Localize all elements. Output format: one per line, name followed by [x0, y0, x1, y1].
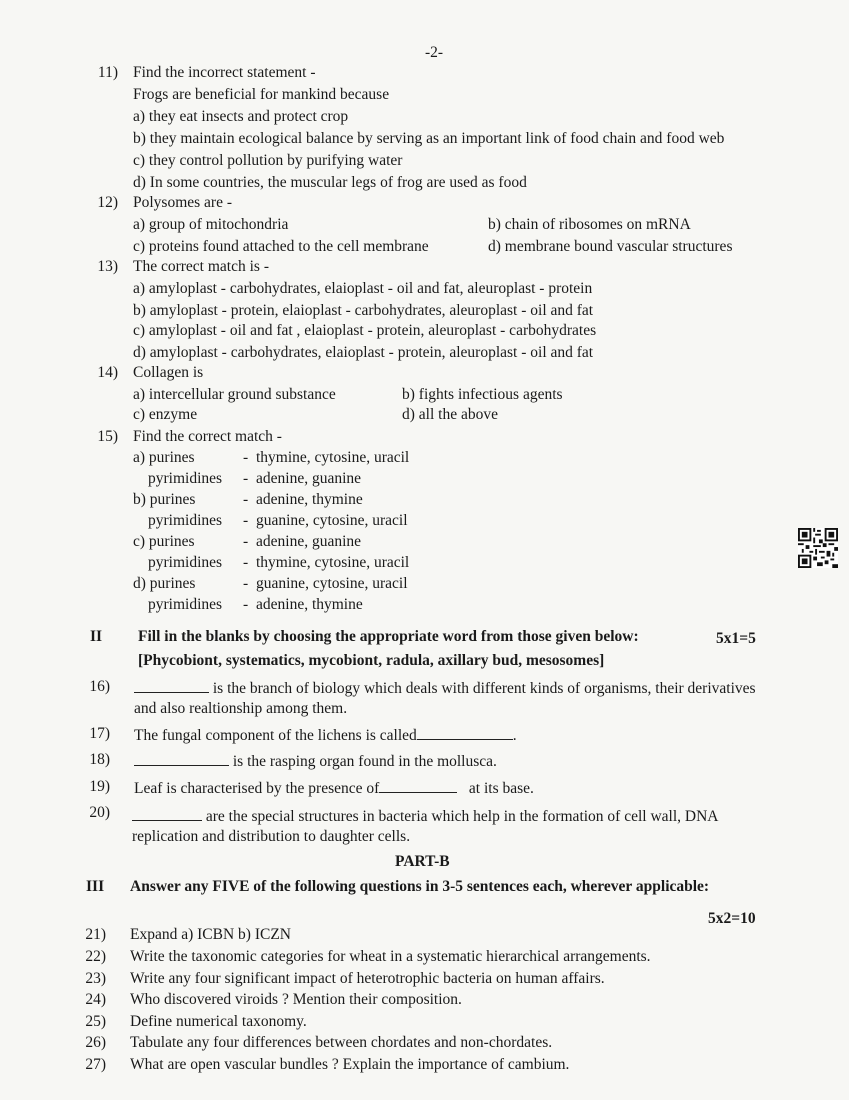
match-dash: -	[243, 449, 249, 466]
option: d) membrane bound vascular structures	[488, 238, 733, 255]
question-text: Tabulate any four differences between chordates and non-chordates.	[130, 1034, 553, 1051]
question-text: Write the taxonomic categories for wheat in a systematic hierarchical arrangements.	[130, 948, 651, 965]
option: b) chain of ribosomes on mRNA	[488, 216, 691, 233]
match-value: adenine, thymine	[256, 491, 363, 508]
question-number: 25)	[85, 1013, 106, 1030]
option: a) they eat insects and protect crop	[133, 108, 349, 125]
match-dash: -	[243, 596, 249, 613]
section-instruction: Answer any FIVE of the following questions in 3-5 sentences each, wherever applicable:	[130, 878, 710, 895]
section-roman: II	[90, 628, 103, 645]
question-number: 18)	[89, 751, 110, 768]
question-text: What are open vascular bundles ? Explain the importance of cambium.	[130, 1056, 570, 1073]
match-label: d) purines	[133, 575, 196, 592]
fill-item: The fungal component of the lichens is called .	[134, 727, 517, 744]
section-instruction: Fill in the blanks by choosing the appropriate word from those given below:	[138, 628, 639, 645]
match-dash: -	[243, 491, 249, 508]
match-value: adenine, thymine	[256, 596, 363, 613]
answer-blank[interactable]	[132, 806, 202, 821]
question-number: 21)	[85, 926, 106, 943]
part-heading: PART-B	[395, 853, 450, 870]
fill-item: are the special structures in bacteria which help in the formation of cell wall, DNA	[132, 806, 718, 826]
match-value: adenine, guanine	[256, 533, 362, 550]
qr-code-icon	[798, 528, 838, 568]
question-number: 14)	[97, 364, 118, 381]
option: c) proteins found attached to the cell membrane	[133, 238, 429, 255]
answer-blank[interactable]	[417, 725, 513, 740]
option: a) intercellular ground substance	[133, 386, 336, 403]
fill-item: is the rasping organ found in the mollusca.	[134, 751, 497, 771]
question-number: 26)	[85, 1034, 106, 1051]
match-dash: -	[243, 533, 249, 550]
option: b) amyloplast - protein, elaioplast - carbohydrates, aleuroplast - oil and fat	[133, 302, 594, 319]
section-roman: III	[86, 878, 105, 895]
option: d) amyloplast - carbohydrates, elaioplast - protein, aleuroplast - oil and fat	[133, 344, 594, 361]
word-bank: [Phycobiont, systematics, mycobiont, radula, axillary bud, mesosomes]	[138, 652, 605, 669]
match-label: pyrimidines	[148, 596, 223, 613]
option: d) In some countries, the muscular legs of frog are used as food	[133, 174, 527, 191]
match-value: thymine, cytosine, uracil	[256, 554, 410, 571]
match-value: thymine, cytosine, uracil	[256, 449, 410, 466]
question-stem: Find the correct match -	[133, 428, 282, 445]
question-text: Define numerical taxonomy.	[130, 1013, 307, 1030]
question-intro: Frogs are beneficial for mankind because	[133, 86, 390, 103]
option: b) they maintain ecological balance by serving as an important link of food chain and food web	[133, 130, 725, 147]
option: d) all the above	[402, 406, 498, 423]
question-number: 17)	[89, 725, 110, 742]
answer-blank[interactable]	[134, 751, 229, 766]
match-dash: -	[243, 554, 249, 571]
option: a) group of mitochondria	[133, 216, 289, 233]
option: a) amyloplast - carbohydrates, elaioplast - oil and fat, aleuroplast - protein	[133, 280, 593, 297]
match-label: pyrimidines	[148, 470, 223, 487]
answer-blank[interactable]	[134, 678, 209, 693]
question-text: Write any four significant impact of heterotrophic bacteria on human affairs.	[130, 970, 605, 987]
fill-item: Leaf is characterised by the presence of at its base.	[134, 780, 534, 797]
match-label: pyrimidines	[148, 512, 223, 529]
match-value: adenine, guanine	[256, 470, 362, 487]
question-number: 23)	[85, 970, 106, 987]
question-number: 15)	[97, 428, 118, 445]
question-number: 11)	[97, 64, 118, 81]
question-stem: Polysomes are -	[133, 194, 233, 211]
section-marks: 5x2=10	[708, 910, 756, 927]
match-dash: -	[243, 470, 249, 487]
match-label: a) purines	[133, 449, 195, 466]
question-text: Expand a) ICBN b) ICZN	[130, 926, 291, 943]
question-number: 24)	[85, 991, 106, 1008]
option: c) they control pollution by purifying water	[133, 152, 403, 169]
fill-item-cont: and also realtionship among them.	[134, 700, 348, 717]
option: b) fights infectious agents	[402, 386, 563, 403]
question-number: 27)	[85, 1056, 106, 1073]
question-number: 22)	[85, 948, 106, 965]
match-label: pyrimidines	[148, 554, 223, 571]
question-stem: Collagen is	[133, 364, 204, 381]
answer-blank[interactable]	[379, 778, 457, 793]
match-value: guanine, cytosine, uracil	[256, 512, 408, 529]
question-number: 19)	[89, 778, 110, 795]
match-label: c) purines	[133, 533, 195, 550]
question-number: 20)	[89, 804, 110, 821]
option: c) amyloplast - oil and fat , elaioplast - protein, aleuroplast - carbohydrates	[133, 322, 597, 339]
question-stem: The correct match is -	[133, 258, 269, 275]
question-number: 13)	[97, 258, 118, 275]
question-number: 16)	[89, 678, 110, 695]
match-value: guanine, cytosine, uracil	[256, 575, 408, 592]
question-stem: Find the incorrect statement -	[133, 64, 316, 81]
page-number: -2-	[425, 44, 444, 61]
match-dash: -	[243, 575, 249, 592]
question-text: Who discovered viroids ? Mention their composition.	[130, 991, 462, 1008]
match-label: b) purines	[133, 491, 196, 508]
section-marks: 5x1=5	[716, 630, 756, 647]
fill-item: is the branch of biology which deals with different kinds of organisms, their derivatives	[134, 678, 756, 698]
option: c) enzyme	[133, 406, 198, 423]
question-number: 12)	[97, 194, 118, 211]
match-dash: -	[243, 512, 249, 529]
fill-item-cont: replication and distribution to daughter cells.	[132, 828, 411, 845]
